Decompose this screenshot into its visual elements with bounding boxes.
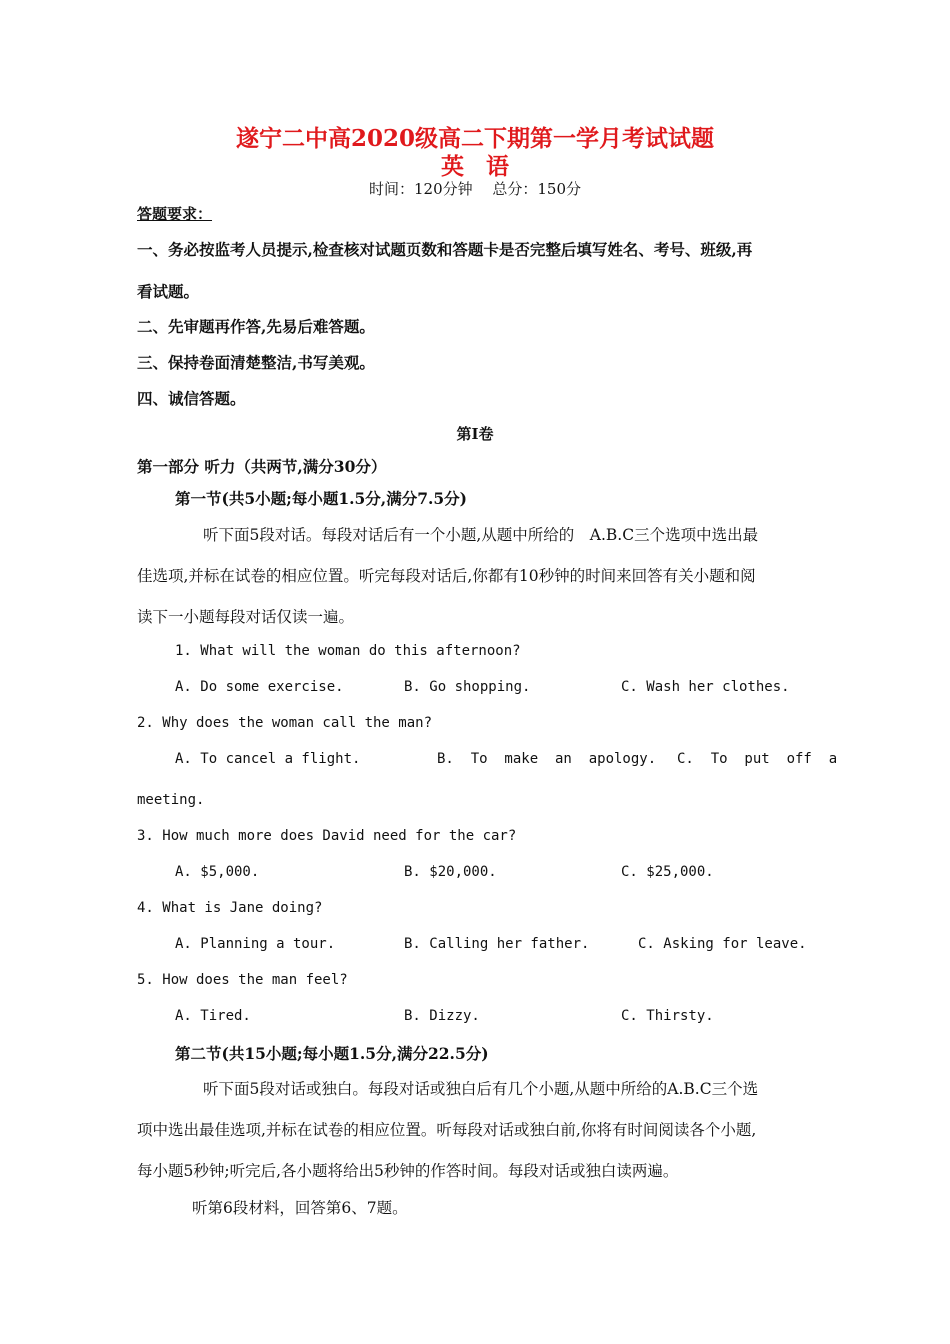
option-c: C. To put off a: [677, 751, 838, 767]
option-c-continued: meeting.: [137, 792, 205, 808]
option-c: C. Thirsty.: [621, 1008, 714, 1024]
question-text: 2. Why does the woman call the man?: [137, 715, 433, 731]
option-b: B. To make an apology.: [437, 751, 657, 767]
option-c: C. $25,000.: [621, 864, 714, 880]
exam-title: 遂宁二中高2020级高二下期第一学月考试试题: [235, 125, 714, 152]
requirement-rule: 一、务必按监考人员提示,检查核对试题页数和答题卡是否完整后填写姓名、考号、班级,再: [137, 240, 753, 259]
option-c: C. Asking for leave.: [638, 936, 807, 952]
question-text: 5. How does the man feel?: [137, 972, 348, 988]
subject-title: 英语: [441, 153, 531, 180]
requirement-rule: 二、先审题再作答,先易后难答题。: [137, 317, 375, 336]
section2-heading: 第二节(共15小题;每小题1.5分,满分22.5分): [175, 1044, 489, 1063]
option-b: B. Dizzy.: [404, 1008, 480, 1024]
option-b: B. Calling her father.: [404, 936, 590, 952]
option-a: A. Tired.: [175, 1008, 251, 1024]
requirements-heading: 答题要求：: [137, 205, 213, 223]
option-a: A. Do some exercise.: [175, 679, 344, 695]
option-a: A. Planning a tour.: [175, 936, 336, 952]
requirement-rule: 四、诚信答题。: [137, 389, 246, 408]
requirement-rule: 看试题。: [137, 282, 200, 301]
part1-heading: 第一部分 听力（共两节,满分30分）: [137, 457, 387, 476]
section2-instructions: 每小题5秒钟;听完后,各小题将给出5秒钟的作答时间。每段对话或独白读两遍。: [137, 1162, 679, 1180]
volume-title: 第Ⅰ卷: [456, 425, 494, 443]
requirement-rule: 三、保持卷面清楚整洁,书写美观。: [137, 353, 375, 372]
question-text: 4. What is Jane doing?: [137, 900, 323, 916]
option-c: C. Wash her clothes.: [621, 679, 790, 695]
option-a: A. $5,000.: [175, 864, 260, 880]
section1-instructions: 听下面5段对话。每段对话后有一个小题,从题中所给的 A.B.C三个选项中选出最: [203, 526, 759, 544]
question-text: 1. What will the woman do this afternoon?: [175, 643, 521, 659]
section1-instructions: 佳选项,并标在试卷的相应位置。听完每段对话后,你都有10秒钟的时间来回答有关小题和阅: [137, 567, 756, 585]
question-text: 3. How much more does David need for the car?: [137, 828, 517, 844]
section2-sub-instruction: 听第6段材料，回答第6、7题。: [192, 1199, 408, 1217]
option-a: A. To cancel a flight.: [175, 751, 361, 767]
option-b: B. Go shopping.: [404, 679, 531, 695]
section2-instructions: 听下面5段对话或独白。每段对话或独白后有几个小题,从题中所给的A.B.C三个选: [203, 1080, 759, 1098]
section1-instructions: 读下一小题每段对话仅读一遍。: [137, 608, 355, 626]
section1-heading: 第一节(共5小题;每小题1.5分,满分7.5分): [175, 489, 468, 508]
exam-meta: 时间：120分钟 总分：150分: [368, 180, 582, 198]
section2-instructions: 项中选出最佳选项,并标在试卷的相应位置。听每段对话或独白前,你将有时间阅读各个小题,: [137, 1121, 757, 1139]
option-b: B. $20,000.: [404, 864, 497, 880]
